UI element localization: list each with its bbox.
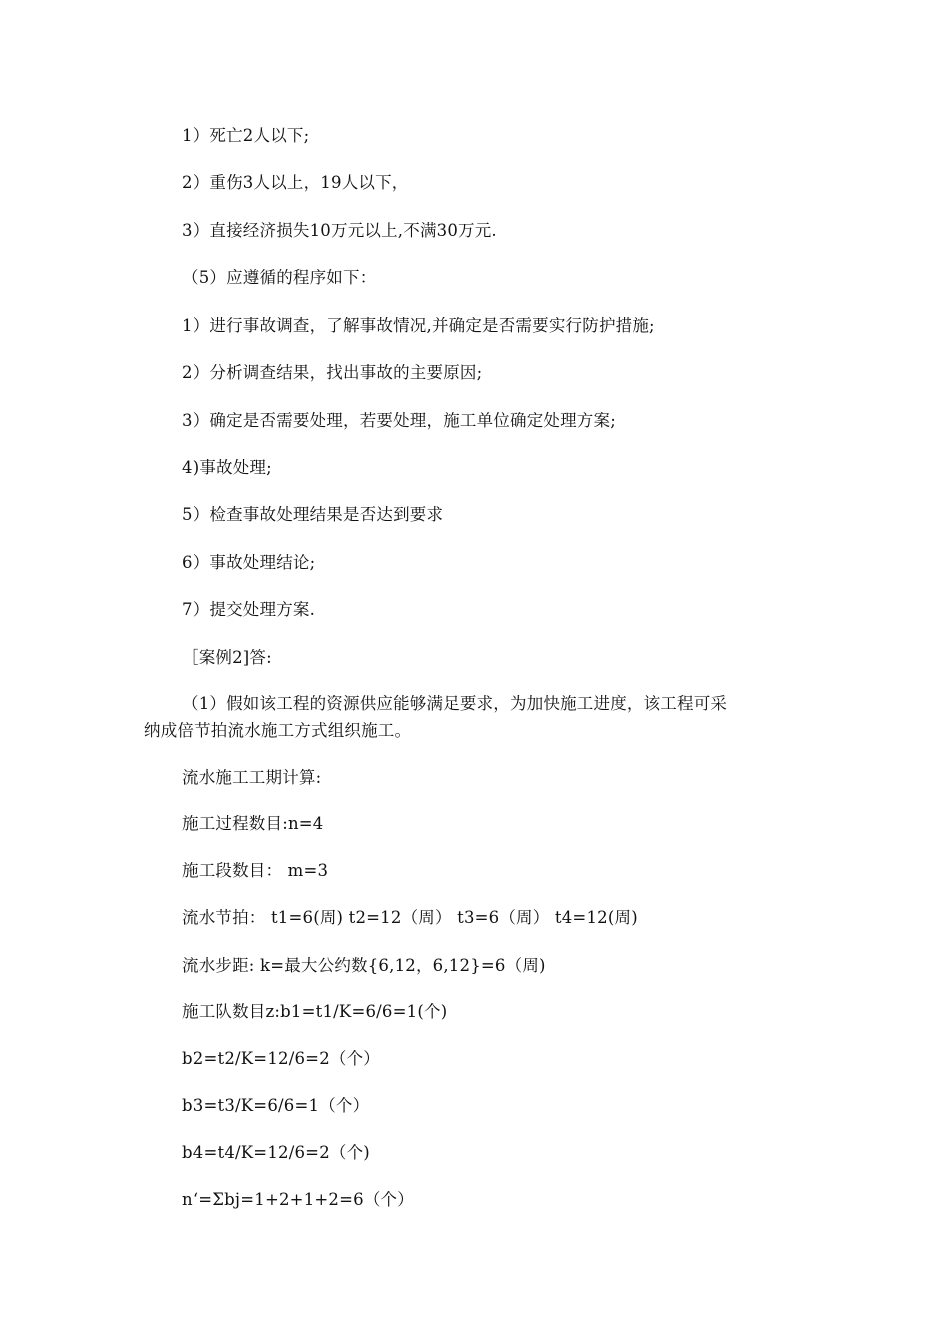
text-line: 1）进行事故调查，了解事故情况,并确定是否需要实行防护措施;	[182, 316, 655, 335]
text-line: 施工队数目z:b1=t1/K=6/6=1(个)	[182, 1002, 448, 1021]
text-line: 1）死亡2人以下;	[182, 126, 310, 145]
text-line: 流水步距: k=最大公约数{6,12，6,12}=6（周)	[182, 956, 546, 975]
text-line: 流水施工工期计算:	[182, 768, 322, 787]
text-line: n‘=Σbj=1+2+1+2=6（个）	[182, 1190, 414, 1209]
text-line: 流水节拍： t1=6(周) t2=12（周） t3=6（周） t4=12(周)	[182, 908, 638, 927]
text-line: 3）直接经济损失10万元以上,不满30万元.	[182, 221, 497, 240]
text-line: b4=t4/K=12/6=2（个)	[182, 1143, 370, 1162]
text-line: 施工过程数目:n=4	[182, 814, 324, 833]
text-line: ［案例2]答:	[182, 648, 272, 667]
text-line: b2=t2/K=12/6=2（个）	[182, 1049, 381, 1068]
text-line: 2）重伤3人以上，19人以下，	[182, 173, 409, 192]
text-line: （1）假如该工程的资源供应能够满足要求，为加快施工进度，该工程可采	[182, 694, 728, 713]
text-line: b3=t3/K=6/6=1（个）	[182, 1096, 370, 1115]
text-line: （5）应遵循的程序如下：	[182, 268, 377, 287]
text-line: 2）分析调查结果，找出事故的主要原因;	[182, 363, 483, 382]
text-line: 4)事故处理;	[182, 458, 272, 477]
text-line: 7）提交处理方案.	[182, 600, 316, 619]
text-line: 纳成倍节拍流水施工方式组织施工。	[144, 721, 412, 740]
text-line: 施工段数目： m=3	[182, 861, 329, 880]
text-line: 5）检查事故处理结果是否达到要求	[182, 505, 444, 524]
text-line: 6）事故处理结论;	[182, 553, 316, 572]
text-line: 3）确定是否需要处理，若要处理，施工单位确定处理方案;	[182, 411, 616, 430]
